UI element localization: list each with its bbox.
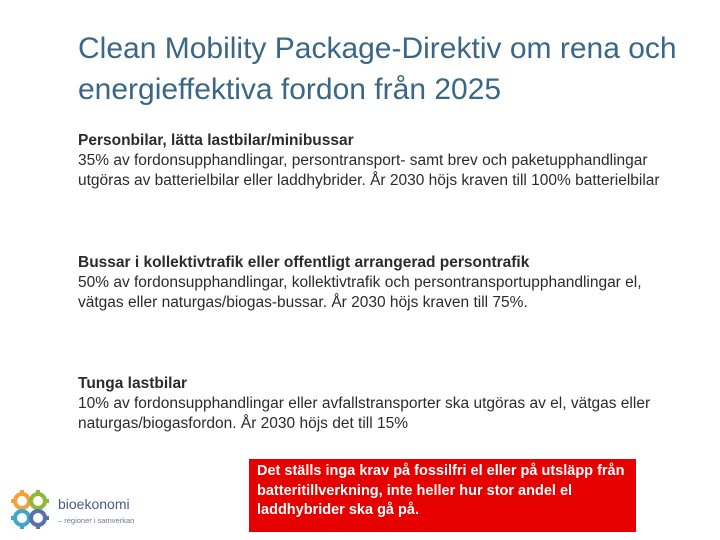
section-body: 10% av fordonsupphandlingar eller avfallstransporter ska utgöras av el, vätgas eller naturgas/biogasfordon. År 2030 höjs det till 15% [78,395,651,432]
section-buses [78,253,678,313]
logo-tagline: – regioner i samverkan [58,516,135,525]
section-heading: Personbilar, lätta lastbilar/minibussar [78,132,354,149]
section-passenger-cars [78,131,678,191]
bioekonomi-logo [8,488,158,532]
slide-title: Clean Mobility Package-Direktiv om rena och energieffektiva fordon från 2025 [78,32,677,106]
logo-name: bioekonomi [58,496,130,512]
gear-cluster-logo-icon [8,488,54,532]
section-heading: Tunga lastbilar [78,375,188,392]
section-heading: Bussar i kollektivtrafik eller offentligt arrangerad persontrafik [78,254,530,271]
section-body: 50% av fordonsupphandlingar, kollektivtrafik och persontransportupphandlingar el, vätgas eller naturgas/biogas-bussar. År 2030 höjs kraven till 75%. [78,274,642,311]
section-body: 35% av fordonsupphandlingar, persontransport- samt brev och paketupphandlingar utgöras av batterielbilar eller laddhybrider. År 2030 höjs kraven till 100% batterielbilar [78,152,660,189]
section-heavy-trucks [78,374,678,434]
callout-box: Det ställs inga krav på fossilfri el eller på utsläpp från batteritillverkning, inte heller hur stor andel el laddhybrider ska gå på. [249,459,636,532]
